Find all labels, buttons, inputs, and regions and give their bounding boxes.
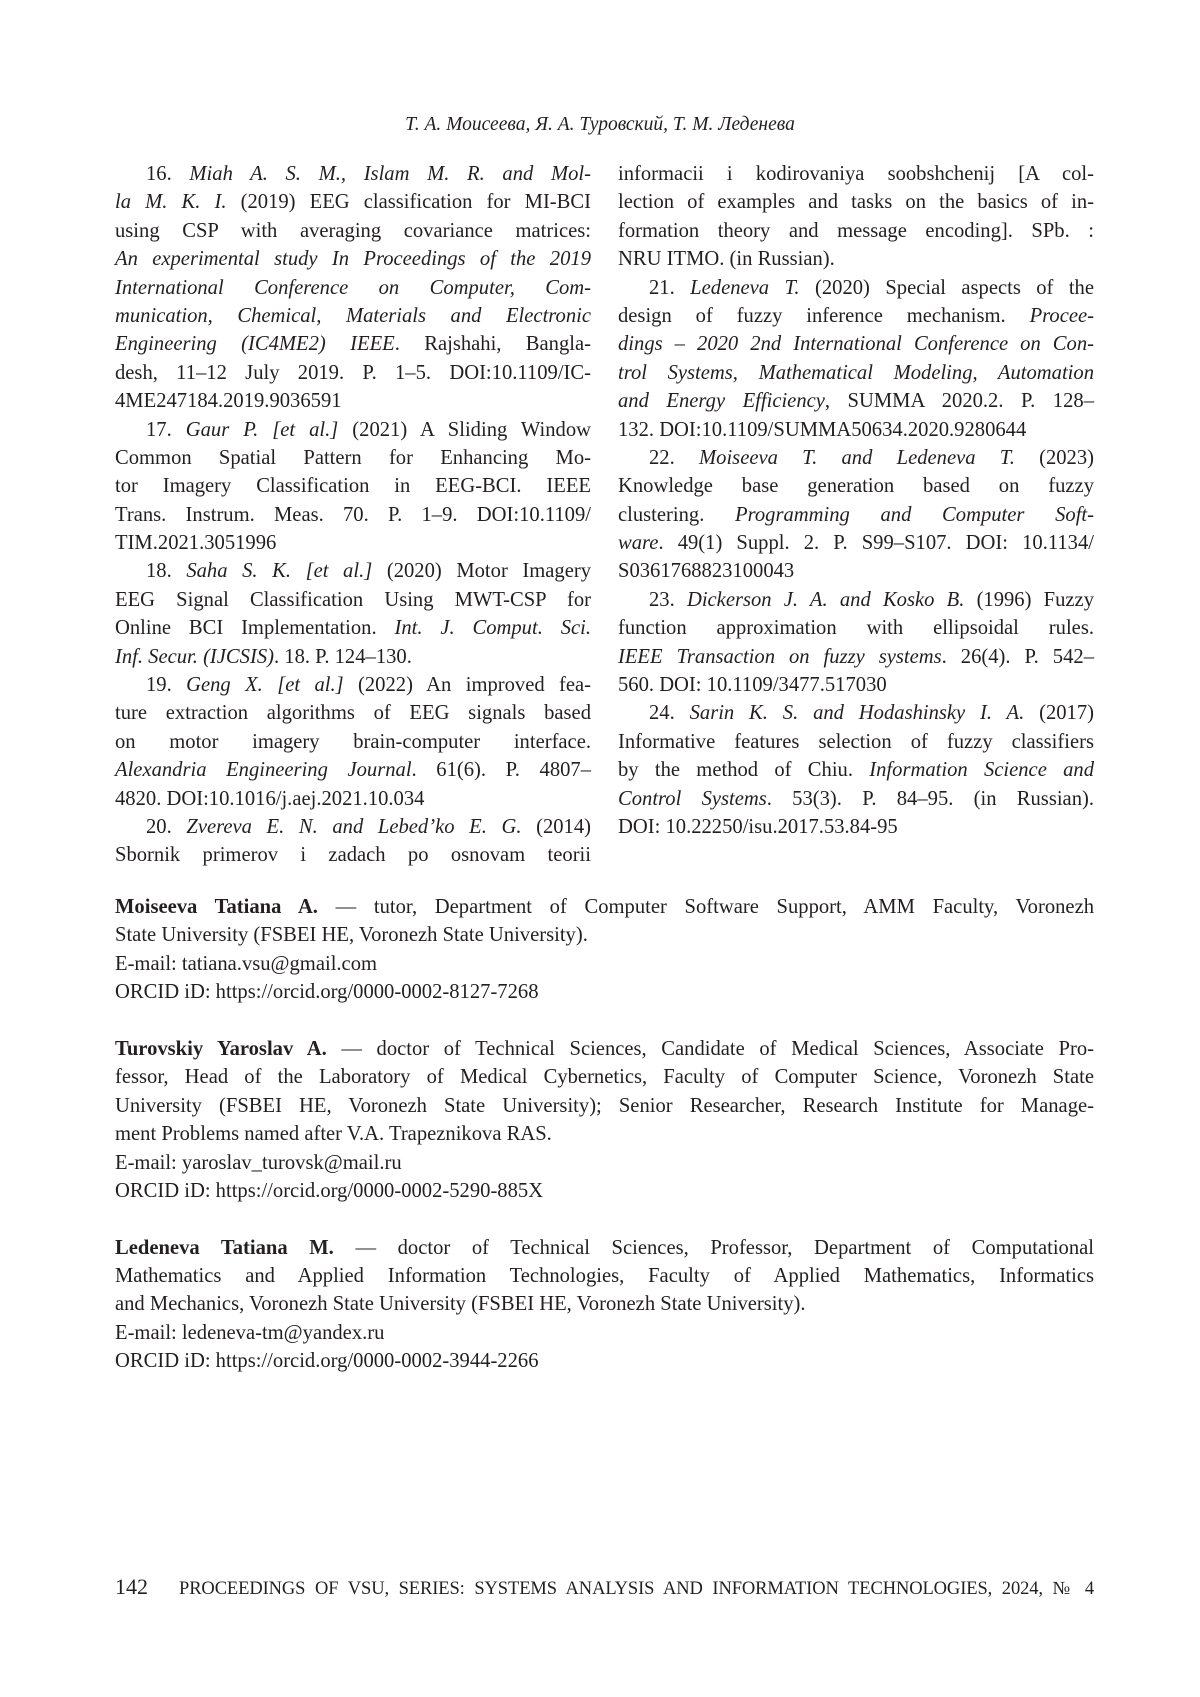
text-line bbox=[115, 1347, 1094, 1375]
text-line bbox=[618, 557, 1094, 585]
italic-text: Programming and Computer Soft- bbox=[735, 504, 1094, 526]
text-segment: (2014) bbox=[521, 816, 591, 838]
text-line bbox=[115, 330, 591, 358]
text-segment: tor Imagery Classification in EEG-BCI. IEEE bbox=[115, 475, 591, 497]
text-line bbox=[115, 699, 591, 727]
text-line bbox=[618, 586, 1094, 614]
text-line bbox=[115, 387, 591, 415]
text-segment: University (FSBEI HE, Voronezh State University); Senior Researcher, Research Institute for Manage- bbox=[115, 1095, 1094, 1117]
text-segment: . 18. P. 124–130. bbox=[274, 646, 412, 668]
text-segment: (2020) Motor Imagery bbox=[372, 560, 591, 582]
italic-text: International Conference on Computer, Com- bbox=[115, 277, 591, 299]
text-line bbox=[115, 1035, 1094, 1063]
text-line bbox=[115, 557, 591, 585]
text-line bbox=[618, 614, 1094, 642]
italic-text: and Energy Efficiency bbox=[618, 390, 825, 412]
text-line bbox=[618, 643, 1094, 671]
text-line bbox=[618, 387, 1094, 415]
text-segment: Common Spatial Pattern for Enhancing Mo- bbox=[115, 447, 591, 469]
reference-entry bbox=[618, 444, 1094, 586]
text-line bbox=[115, 921, 1094, 949]
text-line bbox=[115, 643, 591, 671]
text-line bbox=[115, 728, 591, 756]
text-segment: Trans. Instrum. Meas. 70. P. 1–9. DOI:10.1109/ bbox=[115, 504, 591, 526]
italic-text: Dickerson J. A. and Kosko B. bbox=[687, 589, 964, 611]
italic-text: Geng X. [et al.] bbox=[186, 674, 344, 696]
text-segment: Mathematics and Applied Information Technologies, Faculty of Applied Mathematics, Informatics bbox=[115, 1265, 1094, 1287]
text-segment: ORCID iD: https://orcid.org/0000-0002-3944-2266 bbox=[115, 1350, 539, 1372]
page-footer bbox=[115, 1574, 1094, 1600]
italic-text: Int. J. Comput. Sci. bbox=[394, 617, 591, 639]
text-line bbox=[115, 813, 591, 841]
reference-entry bbox=[115, 813, 591, 870]
italic-text: ware bbox=[618, 532, 658, 554]
text-segment: and Mechanics, Voronezh State University (FSBEI HE, Voronezh State University). bbox=[115, 1293, 806, 1315]
text-segment: ture extraction algorithms of EEG signals based bbox=[115, 702, 591, 724]
text-segment: informacii i kodirovaniya soobshchenij [A col- bbox=[618, 163, 1094, 185]
text-line bbox=[115, 1149, 1094, 1177]
text-line bbox=[115, 274, 591, 302]
text-segment: (2020) Special aspects of the bbox=[800, 277, 1094, 299]
text-line bbox=[618, 813, 1094, 841]
text-segment: 24. bbox=[649, 702, 690, 724]
text-segment: 22. bbox=[649, 447, 699, 469]
text-line bbox=[618, 501, 1094, 529]
text-segment: — doctor of Technical Sciences, Professor, Department of Computational bbox=[334, 1237, 1094, 1259]
text-segment: ment Problems named after V.A. Trapeznikova RAS. bbox=[115, 1123, 552, 1145]
text-segment: 23. bbox=[649, 589, 687, 611]
text-segment: DOI: 10.22250/isu.2017.53.84-95 bbox=[618, 816, 898, 838]
text-line bbox=[618, 274, 1094, 302]
text-line bbox=[115, 188, 591, 216]
text-line bbox=[618, 444, 1094, 472]
author-name: Ledeneva Tatiana M. bbox=[115, 1237, 334, 1259]
italic-text: Gaur P. [et al.] bbox=[186, 419, 339, 441]
author-info-section bbox=[115, 893, 1094, 1404]
text-line bbox=[115, 1290, 1094, 1318]
journal-title: PROCEEDINGS OF VSU, SERIES: SYSTEMS ANALYSIS AND INFORMATION TECHNOLOGIES, 2024, № 4 bbox=[179, 1579, 1094, 1600]
text-line bbox=[115, 1262, 1094, 1290]
text-segment: (2017) bbox=[1024, 702, 1094, 724]
text-line bbox=[618, 728, 1094, 756]
text-segment: Sbornik primerov i zadach po osnovam teorii bbox=[115, 844, 591, 866]
text-line bbox=[115, 529, 591, 557]
reference-entry bbox=[115, 416, 591, 558]
text-segment: fessor, Head of the Laboratory of Medical Cybernetics, Faculty of Computer Science, Voronezh State bbox=[115, 1066, 1094, 1088]
reference-entry bbox=[618, 699, 1094, 841]
italic-text: Inf. Secur. (IJCSIS) bbox=[115, 646, 274, 668]
text-segment: Informative features selection of fuzzy classifiers bbox=[618, 731, 1094, 753]
text-segment: , SUMMA 2020.2. P. 128– bbox=[825, 390, 1094, 412]
text-segment: clustering. bbox=[618, 504, 735, 526]
text-segment: 560. DOI: 10.1109/3477.517030 bbox=[618, 674, 887, 696]
reference-entry bbox=[115, 160, 591, 416]
italic-text: Procee- bbox=[1030, 305, 1094, 327]
text-line bbox=[115, 302, 591, 330]
italic-text: Sarin K. S. and Hodashinsky I. A. bbox=[690, 702, 1025, 724]
text-line bbox=[115, 586, 591, 614]
italic-text: dings – 2020 2nd International Conference on Con- bbox=[618, 333, 1094, 355]
text-segment: — doctor of Technical Sciences, Candidate of Medical Sciences, Associate Pro- bbox=[327, 1038, 1094, 1060]
text-segment: ORCID iD: https://orcid.org/0000-0002-8127-7268 bbox=[115, 981, 539, 1003]
text-line bbox=[115, 501, 591, 529]
text-line bbox=[618, 245, 1094, 273]
text-segment: lection of examples and tasks on the basics of in- bbox=[618, 191, 1094, 213]
author-name: Moiseeva Tatiana A. bbox=[115, 896, 318, 918]
italic-text: Saha S. K. [et al.] bbox=[186, 560, 372, 582]
italic-text: munication, Chemical, Materials and Electronic bbox=[115, 305, 591, 327]
text-segment: design of fuzzy inference mechanism. bbox=[618, 305, 1030, 327]
italic-text: la M. K. I. bbox=[115, 191, 227, 213]
text-segment: 132. DOI:10.1109/SUMMA50634.2020.9280644 bbox=[618, 419, 1026, 441]
italic-text: Zvereva E. N. and Lebed’ko E. G. bbox=[186, 816, 521, 838]
text-segment: using CSP with averaging covariance matrices: bbox=[115, 220, 591, 242]
text-segment: . 49(1) Suppl. 2. P. S99–S107. DOI: 10.1134/ bbox=[658, 532, 1094, 554]
references-right-column bbox=[618, 160, 1094, 841]
page-number: 142 bbox=[115, 1574, 179, 1600]
running-header: Т. А. Моисеева, Я. А. Туровский, Т. М. Леденева bbox=[0, 114, 1200, 136]
text-segment: 18. bbox=[146, 560, 186, 582]
text-segment: EEG Signal Classification Using MWT-CSP for bbox=[115, 589, 591, 611]
italic-text: IEEE Transaction on fuzzy systems bbox=[618, 646, 942, 668]
text-segment: formation theory and message encoding]. SPb. : bbox=[618, 220, 1094, 242]
text-line bbox=[115, 756, 591, 784]
text-segment: (2019) EEG classification for MI-BCI bbox=[227, 191, 591, 213]
author-entry bbox=[115, 1035, 1094, 1205]
text-line bbox=[115, 1234, 1094, 1262]
references-left-column bbox=[115, 160, 591, 870]
text-line bbox=[618, 188, 1094, 216]
text-segment: on motor imagery brain-computer interface. bbox=[115, 731, 591, 753]
text-line bbox=[618, 416, 1094, 444]
text-segment: . 26(4). P. 542– bbox=[942, 646, 1094, 668]
text-line bbox=[115, 841, 591, 869]
text-segment: — tutor, Department of Computer Software Support, AMM Faculty, Voronezh bbox=[318, 896, 1094, 918]
author-entry bbox=[115, 1234, 1094, 1376]
text-segment: E-mail: ledeneva-tm@yandex.ru bbox=[115, 1322, 384, 1344]
text-line bbox=[618, 160, 1094, 188]
text-line bbox=[618, 699, 1094, 727]
text-segment: NRU ITMO. (in Russian). bbox=[618, 248, 835, 270]
text-line bbox=[115, 614, 591, 642]
italic-text: Moiseeva T. and Ledeneva T. bbox=[699, 447, 1015, 469]
text-segment: (1996) Fuzzy bbox=[964, 589, 1094, 611]
text-line bbox=[115, 893, 1094, 921]
text-line bbox=[618, 302, 1094, 330]
author-name: Turovskiy Yaroslav A. bbox=[115, 1038, 327, 1060]
text-line bbox=[115, 785, 591, 813]
reference-entry bbox=[618, 586, 1094, 700]
text-line bbox=[618, 671, 1094, 699]
text-segment: E-mail: yaroslav_turovsk@mail.ru bbox=[115, 1152, 402, 1174]
text-segment: 19. bbox=[146, 674, 186, 696]
italic-text: Alexandria Engineering Journal bbox=[115, 759, 412, 781]
author-entry bbox=[115, 893, 1094, 1007]
italic-text: Control Systems bbox=[618, 788, 767, 810]
italic-text: Miah A. S. M., Islam M. R. and Mol- bbox=[189, 163, 591, 185]
text-line bbox=[618, 330, 1094, 358]
text-segment: Knowledge base generation based on fuzzy bbox=[618, 475, 1094, 497]
text-line bbox=[115, 950, 1094, 978]
text-line bbox=[115, 1092, 1094, 1120]
text-segment: (2023) bbox=[1015, 447, 1094, 469]
text-line bbox=[618, 529, 1094, 557]
text-segment: E-mail: tatiana.vsu@gmail.com bbox=[115, 953, 377, 975]
text-line bbox=[115, 416, 591, 444]
italic-text: Information Science and bbox=[869, 759, 1094, 781]
italic-text: Ledeneva T. bbox=[690, 277, 799, 299]
text-line bbox=[618, 756, 1094, 784]
reference-entry bbox=[115, 557, 591, 671]
text-line bbox=[115, 978, 1094, 1006]
text-line bbox=[115, 1319, 1094, 1347]
text-line bbox=[115, 1120, 1094, 1148]
italic-text: An experimental study In Proceedings of the 2019 bbox=[115, 248, 591, 270]
text-segment: 16. bbox=[146, 163, 189, 185]
text-line bbox=[115, 1063, 1094, 1091]
text-line bbox=[618, 472, 1094, 500]
text-segment: Online BCI Implementation. bbox=[115, 617, 394, 639]
text-segment: . 61(6). P. 4807– bbox=[412, 759, 591, 781]
text-line bbox=[115, 359, 591, 387]
reference-entry bbox=[115, 671, 591, 813]
text-segment: TIM.2021.3051996 bbox=[115, 532, 276, 554]
text-segment: State University (FSBEI HE, Voronezh State University). bbox=[115, 924, 588, 946]
text-line bbox=[115, 1177, 1094, 1205]
text-segment: (2021) A Sliding Window bbox=[338, 419, 591, 441]
text-line bbox=[115, 472, 591, 500]
reference-entry bbox=[618, 274, 1094, 444]
italic-text: Engineering (IC4ME2) IEEE bbox=[115, 333, 395, 355]
text-segment: function approximation with ellipsoidal rules. bbox=[618, 617, 1094, 639]
italic-text: trol Systems, Mathematical Modeling, Automation bbox=[618, 362, 1094, 384]
text-segment: (2022) An improved fea- bbox=[344, 674, 591, 696]
text-segment: 21. bbox=[649, 277, 690, 299]
text-segment: by the method of Chiu. bbox=[618, 759, 869, 781]
text-line bbox=[115, 245, 591, 273]
text-segment: S0361768823100043 bbox=[618, 560, 794, 582]
text-line bbox=[115, 160, 591, 188]
text-segment: ORCID iD: https://orcid.org/0000-0002-5290-885X bbox=[115, 1180, 543, 1202]
text-segment: 4820. DOI:10.1016/j.aej.2021.10.034 bbox=[115, 788, 424, 810]
text-line bbox=[618, 359, 1094, 387]
text-line bbox=[618, 785, 1094, 813]
text-line bbox=[115, 217, 591, 245]
text-line bbox=[618, 217, 1094, 245]
text-segment: 17. bbox=[146, 419, 186, 441]
text-segment: . 53(3). P. 84–95. (in Russian). bbox=[767, 788, 1094, 810]
reference-entry bbox=[618, 160, 1094, 274]
text-line bbox=[115, 671, 591, 699]
text-segment: desh, 11–12 July 2019. P. 1–5. DOI:10.1109/IC- bbox=[115, 362, 591, 384]
text-segment: 4ME247184.2019.9036591 bbox=[115, 390, 342, 412]
text-segment: . Rajshahi, Bangla- bbox=[395, 333, 591, 355]
text-segment: 20. bbox=[146, 816, 186, 838]
text-line bbox=[115, 444, 591, 472]
